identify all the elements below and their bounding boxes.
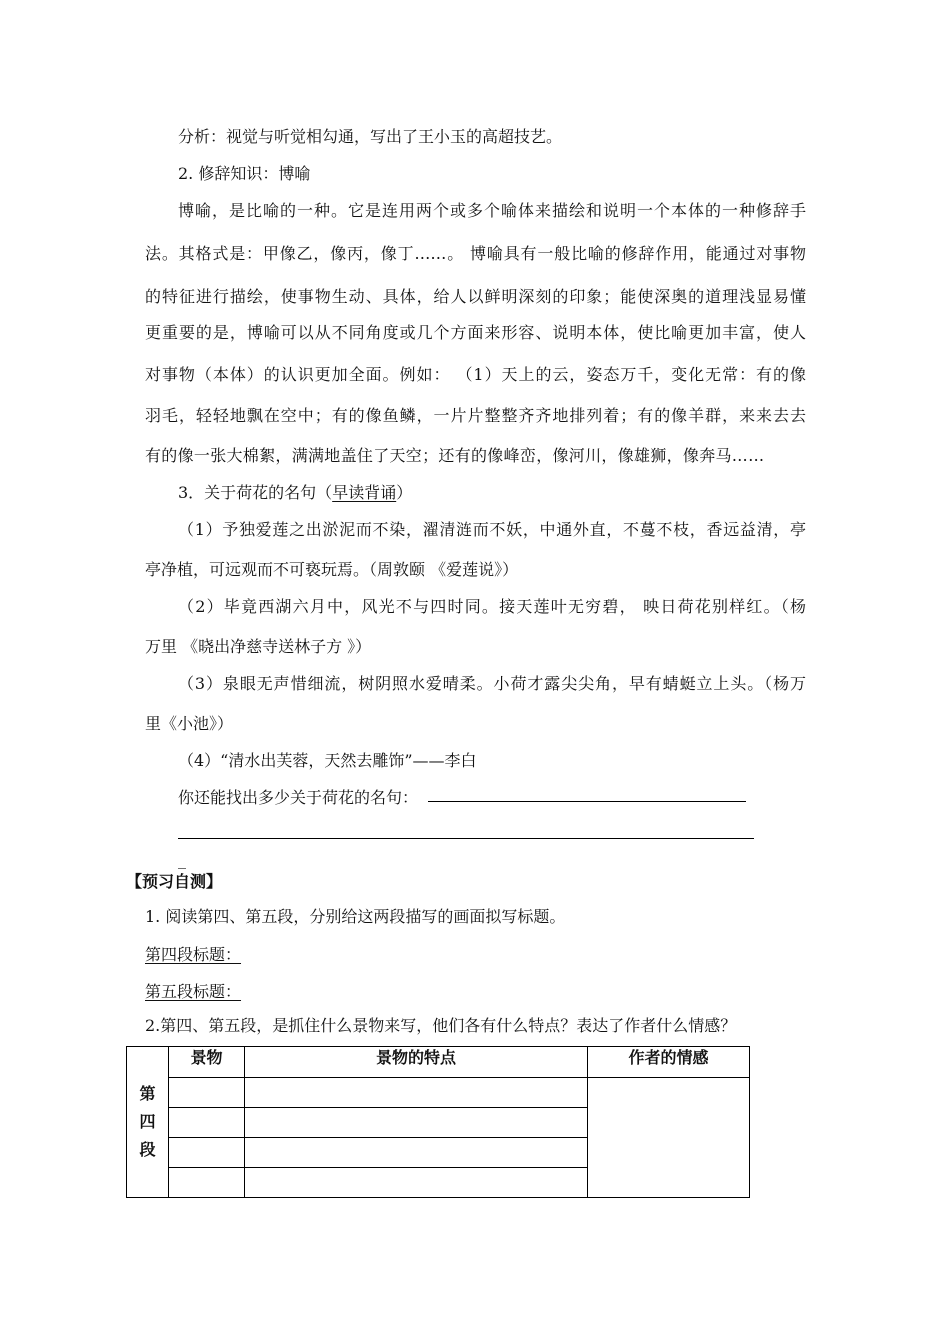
quote-2-line-2: 万里 《晓出净慈寺送林子方 》） bbox=[145, 637, 372, 656]
rhetoric-line-4: 更重要的是，博喻可以从不同角度或几个方面来形容、说明本体，使比喻更加丰富，使人 bbox=[145, 323, 806, 342]
answer-line-1[interactable] bbox=[428, 801, 746, 802]
title-paragraph-5[interactable]: 第五段标题： bbox=[145, 982, 242, 1001]
analysis-text: 分析：视觉与听觉相勾通，写出了王小玉的高超技艺。 bbox=[178, 127, 563, 146]
header-emotion: 作者的情感 bbox=[588, 1047, 750, 1078]
feature-cell-2[interactable] bbox=[245, 1108, 588, 1138]
lotus-prompt: 你还能找出多少关于荷花的名句： bbox=[178, 788, 419, 807]
self-test-question-2: 2.第四、第五段，是抓住什么景物来写，他们各有什么特点？表达了作者什么情感？ bbox=[145, 1016, 737, 1035]
side-char-2: 四 bbox=[139, 1112, 156, 1131]
lotus-heading bbox=[178, 483, 412, 503]
rhetoric-line-2: 法。其格式是：甲像乙，像丙，像丁……。 博喻具有一般比喻的修辞作用，能通过对事物 bbox=[145, 244, 806, 263]
rhetoric-line-5: 对事物（本体）的认识更加全面。例如： （1）天上的云，姿态万千，变化无常：有的像 bbox=[145, 365, 806, 384]
self-test-question-1: 1. 阅读第四、第五段，分别给这两段描写的画面拟写标题。 bbox=[145, 907, 566, 926]
scenery-cell-2[interactable] bbox=[169, 1108, 245, 1138]
quote-3-line-1: （3）泉眼无声惜细流，树阴照水爱晴柔。小荷才露尖尖角，早有蜻蜓立上头。（杨万 bbox=[178, 674, 806, 693]
quote-4: （4）“清水出芙蓉，天然去雕饰”——李白 bbox=[178, 751, 477, 770]
side-char-3: 段 bbox=[139, 1140, 156, 1159]
paragraph-label-cell bbox=[127, 1047, 169, 1198]
lotus-heading-underlined: 早读背诵 bbox=[332, 483, 397, 502]
emotion-cell[interactable] bbox=[588, 1078, 750, 1198]
feature-cell-1[interactable] bbox=[245, 1078, 588, 1108]
rhetoric-line-6: 羽毛，轻轻地飘在空中；有的像鱼鳞，一片片整整齐齐地排列着；有的像羊群，来来去去 bbox=[145, 406, 806, 425]
scenery-cell-3[interactable] bbox=[169, 1138, 245, 1168]
quote-2-line-1: （2）毕竟西湖六月中，风光不与四时同。接天莲叶无穷碧， 映日荷花别样红。（杨 bbox=[178, 597, 806, 616]
header-scenery: 景物 bbox=[169, 1047, 245, 1078]
rhetoric-line-1: 博喻，是比喻的一种。它是连用两个或多个喻体来描绘和说明一个本体的一种修辞手 bbox=[178, 201, 806, 220]
quote-1-line-1: （1）予独爱莲之出淤泥而不染，濯清涟而不妖，中通外直，不蔓不枝，香远益清，亭 bbox=[178, 520, 806, 539]
lotus-heading-suffix: ） bbox=[396, 483, 413, 502]
rhetoric-line-3: 的特征进行描绘，使事物生动、具体，给人以鲜明深刻的印象；能使深奥的道理浅显易懂 bbox=[145, 287, 806, 306]
feature-cell-3[interactable] bbox=[245, 1138, 588, 1168]
header-features: 景物的特点 bbox=[245, 1047, 588, 1078]
lotus-heading-prefix: 3．关于荷花的名句（ bbox=[178, 483, 333, 502]
rhetoric-heading: 2. 修辞知识：博喻 bbox=[178, 164, 311, 183]
quote-3-line-2: 里《小池》） bbox=[145, 714, 234, 733]
title-paragraph-4[interactable]: 第四段标题： bbox=[145, 945, 242, 964]
self-test-heading: 【预习自测】 bbox=[126, 872, 223, 891]
scenery-table bbox=[126, 1046, 750, 1198]
answer-trailing-dash: _ bbox=[178, 850, 186, 869]
scenery-cell-1[interactable] bbox=[169, 1078, 245, 1108]
quote-1-line-2: 亭净植，可远观而不可亵玩焉。（周敦颐 《爱莲说》） bbox=[145, 560, 519, 579]
side-char-1: 第 bbox=[139, 1084, 156, 1103]
feature-cell-4[interactable] bbox=[245, 1168, 588, 1198]
answer-line-2[interactable] bbox=[178, 838, 754, 839]
scenery-cell-4[interactable] bbox=[169, 1168, 245, 1198]
rhetoric-line-7: 有的像一张大棉絮，满满地盖住了天空；还有的像峰峦，像河川，像雄狮，像奔马…… bbox=[145, 446, 765, 465]
